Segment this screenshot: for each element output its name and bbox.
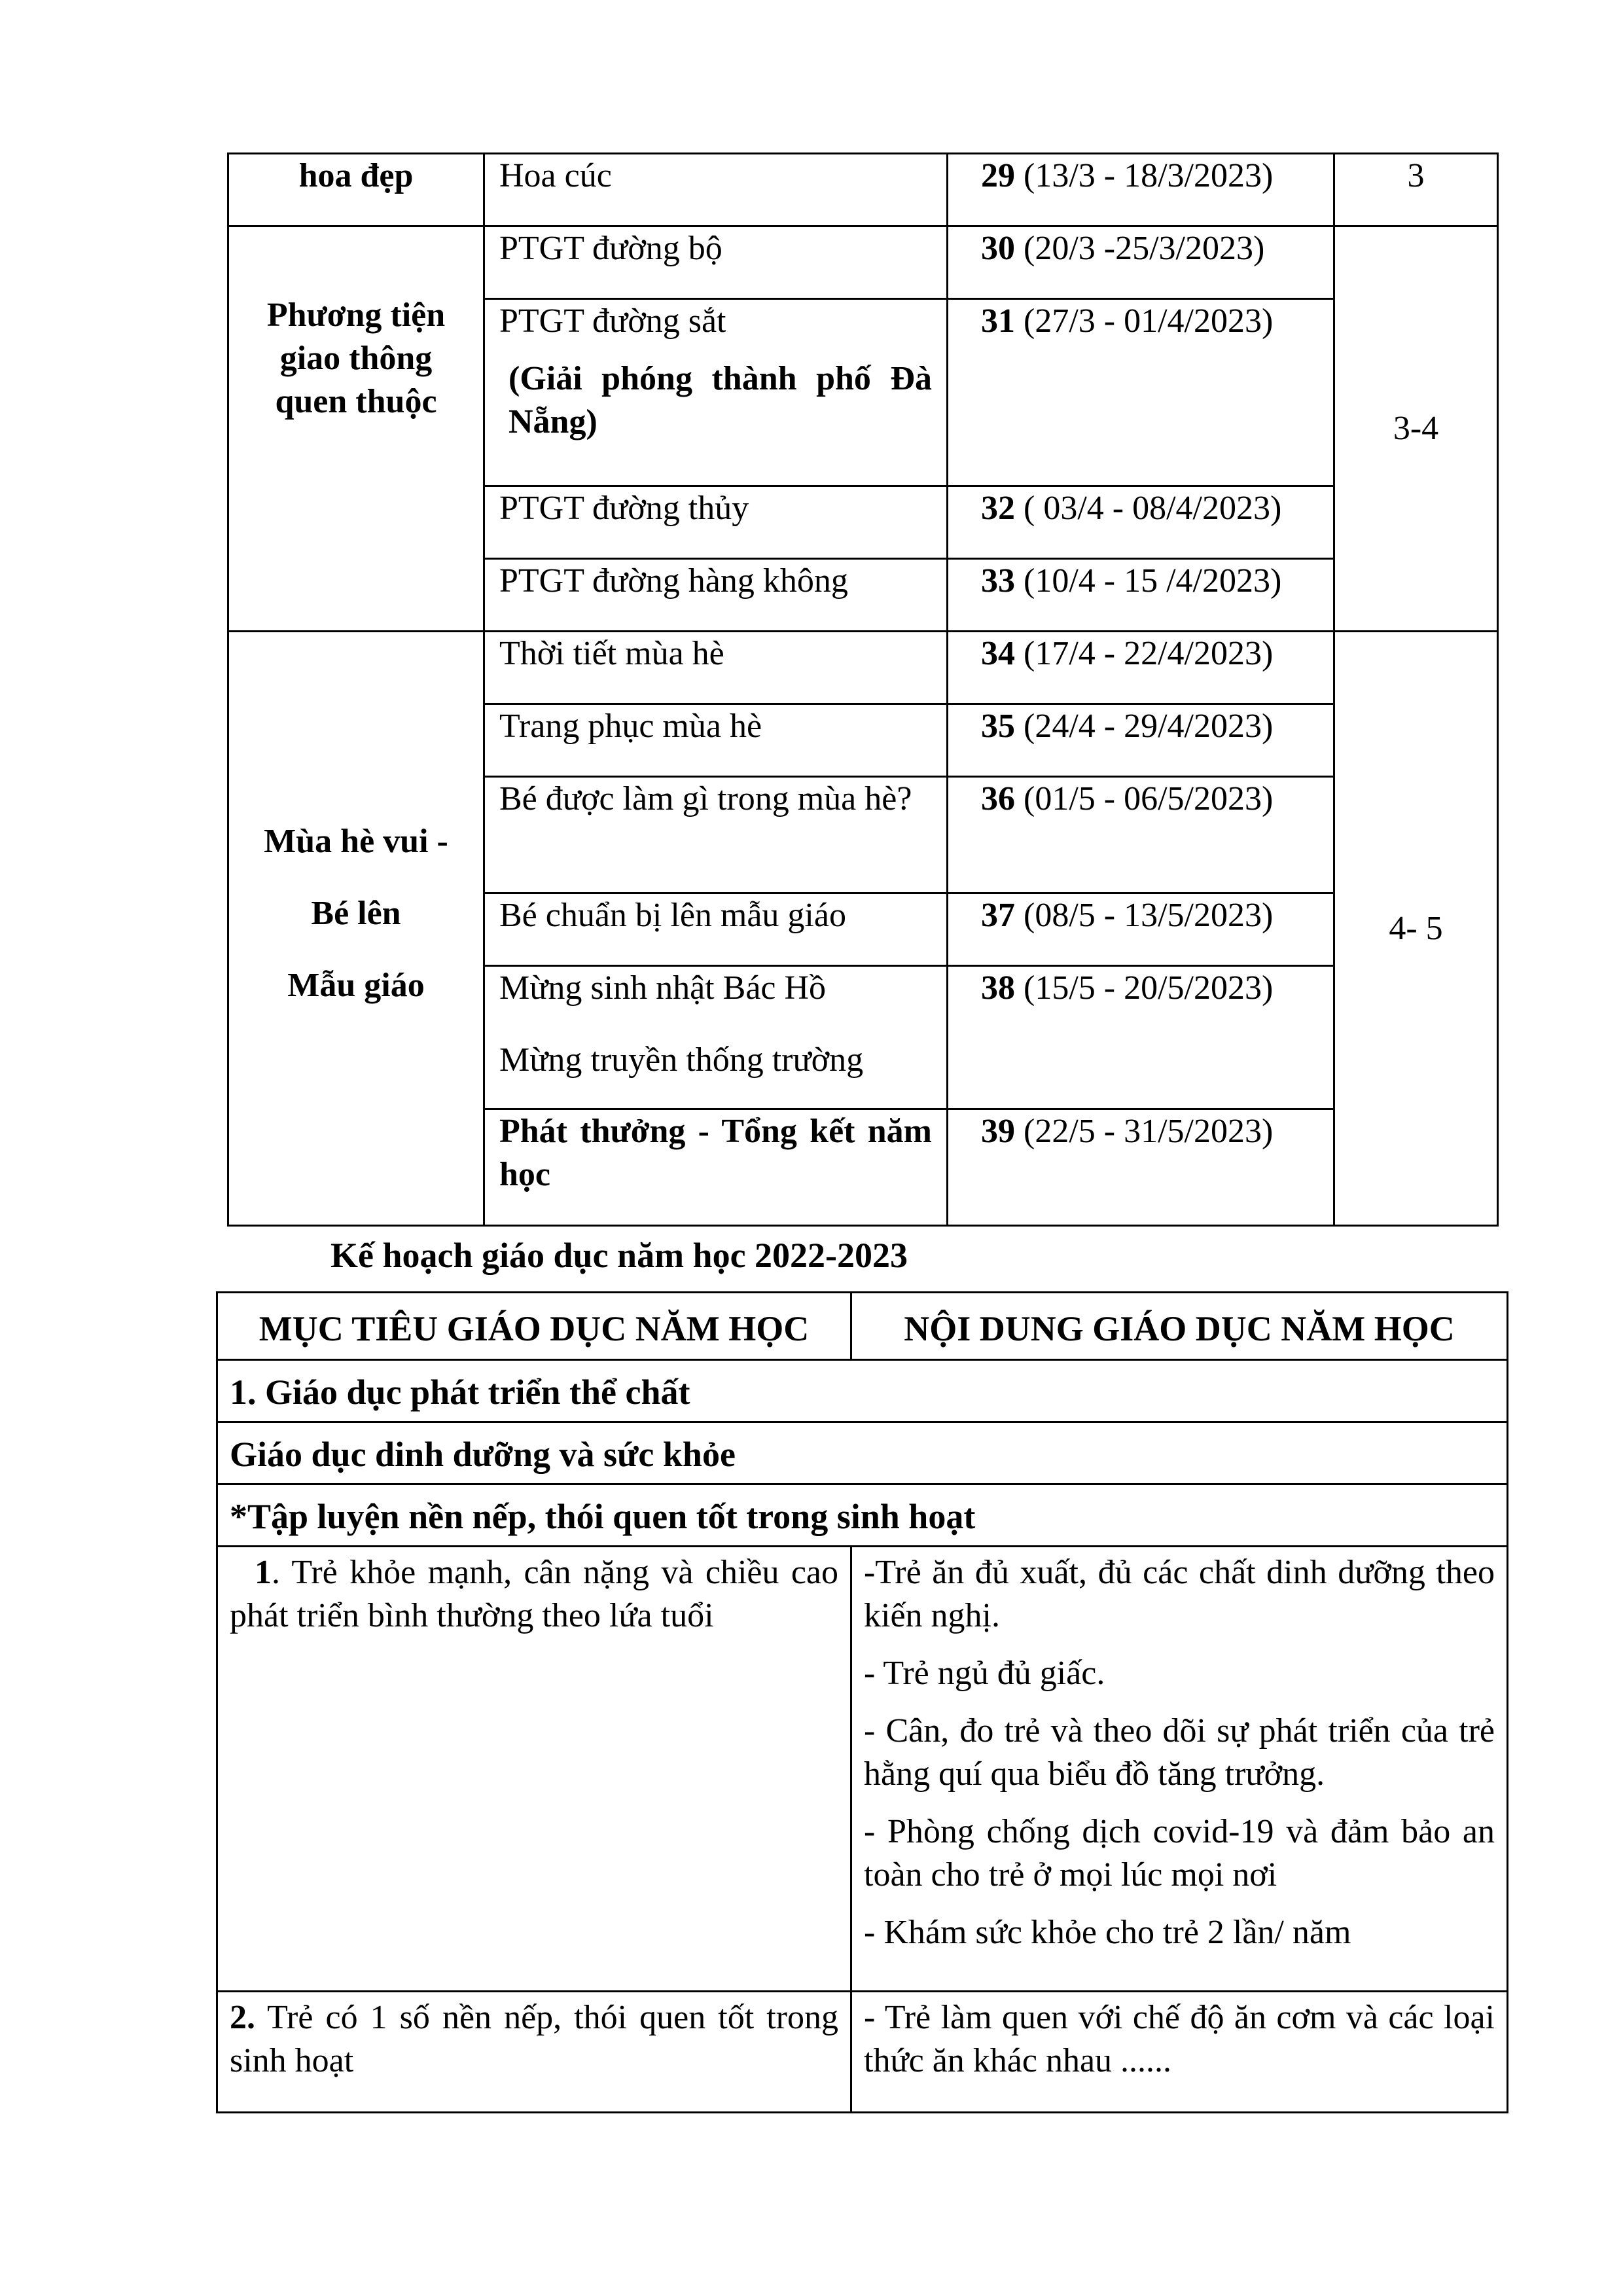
goal-cell [217,1992,851,2113]
subtopic-label: Bé được làm gì trong mùa hè? [499,780,912,817]
content-item: - Phòng chống dịch covid-19 và đảm bảo an toàn cho trẻ ở mọi lúc mọi nơi [864,1813,1495,1893]
month-label: 4- 5 [1389,909,1443,947]
section-heading: Giáo dục dinh dưỡng và sức khỏe [217,1422,1508,1484]
week-number: 30 [981,230,1015,267]
week-number: 31 [981,302,1015,340]
month-cell [1334,632,1498,1226]
content-header: NỘI DUNG GIÁO DỤC NĂM HỌC [851,1293,1508,1360]
week-cell [948,486,1334,559]
week-cell [948,632,1334,704]
subtopic-label: Thời tiết mùa hè [499,635,724,672]
week-number: 32 [981,490,1015,527]
subtopic-label: PTGT đường hàng không [499,562,848,600]
topic-cell [228,226,484,632]
week-range: (27/3 - 01/4/2023) [1015,302,1274,340]
content-cell [851,1547,1508,1992]
topic-line: Bé lên [311,895,401,932]
week-number: 33 [981,562,1015,600]
week-number: 36 [981,780,1015,817]
week-number: 39 [981,1113,1015,1150]
table-row [228,154,1498,226]
section-row [217,1360,1508,1422]
subtopic-label: PTGT đường sắt [499,302,726,340]
week-number: 34 [981,635,1015,672]
week-cell [948,893,1334,966]
goal-text: . Trẻ khỏe mạnh, cân nặng và chiều cao phát triển bình thường theo lứa tuổi [230,1554,838,1634]
goal-text: Trẻ có 1 số nền nếp, thói quen tốt trong sinh hoạt [230,1999,838,2079]
topic-label: hoa đẹp [298,157,414,194]
section-heading: 1. Giáo dục phát triển thể chất [217,1360,1508,1422]
subtopic-label: Mừng truyền thống trường [499,1041,864,1079]
subtopic-cell [484,154,948,226]
week-range: (13/3 - 18/3/2023) [1015,157,1274,194]
section-row [217,1422,1508,1484]
month-cell [1334,226,1498,632]
week-range: (15/5 - 20/5/2023) [1015,969,1274,1007]
topic-label: Phương tiện giao thông quen thuộc [266,296,446,420]
content-item: - Cân, đo trẻ và theo dõi sự phát triển của trẻ hằng quí qua biểu đồ tăng trưởng. [864,1712,1495,1793]
week-range: (08/5 - 13/5/2023) [1015,897,1274,934]
week-number: 37 [981,897,1015,934]
table-row [228,226,1498,299]
plan-caption: Kế hoạch giáo dục năm học 2022-2023 [330,1236,908,1275]
subtopic-label: PTGT đường bộ [499,230,722,267]
subtopic-note: (Giải phóng thành phố Đà Nẵng) [508,360,932,440]
subtopic-label: Bé chuẩn bị lên mẫu giáo [499,897,846,934]
week-cell [948,559,1334,632]
goals-header: MỤC TIÊU GIÁO DỤC NĂM HỌC [217,1293,851,1360]
month-cell [1334,154,1498,226]
subtopic-cell [484,966,948,1109]
week-cell [948,966,1334,1109]
content-item: - Trẻ ngủ đủ giấc. [864,1655,1105,1692]
subtopic-cell [484,893,948,966]
subtopic-cell [484,1109,948,1226]
table-row [228,632,1498,704]
content-item: - Trẻ làm quen với chế độ ăn cơm và các loại thức ăn khác nhau ...... [864,1999,1495,2079]
goal-number: 2. [230,1999,255,2036]
goal-number: 1 [255,1554,272,1591]
subtopic-label: PTGT đường thủy [499,490,749,527]
week-range: (17/4 - 22/4/2023) [1015,635,1274,672]
week-range: (22/5 - 31/5/2023) [1015,1113,1274,1150]
subtopic-label: Hoa cúc [499,157,612,194]
content-item: - Khám sức khỏe cho trẻ 2 lần/ năm [864,1914,1351,1951]
subtopic-cell [484,632,948,704]
week-cell [948,704,1334,777]
week-number: 35 [981,708,1015,745]
subtopic-label: Mừng sinh nhật Bác Hồ [499,969,827,1007]
topic-line: Mùa hè vui - [264,823,448,860]
week-cell [948,299,1334,486]
schedule-table [227,152,1499,1227]
table-row [217,1547,1508,1992]
subtopic-cell [484,777,948,893]
week-cell [948,226,1334,299]
education-plan-table [216,1291,1508,2113]
week-cell [948,154,1334,226]
subtopic-cell [484,559,948,632]
week-range: (10/4 - 15 /4/2023) [1015,562,1282,600]
month-label: 3-4 [1393,410,1439,447]
section-row [217,1484,1508,1547]
topic-cell [228,632,484,1226]
header-row [217,1293,1508,1360]
week-number: 29 [981,157,1015,194]
week-range: (20/3 -25/3/2023) [1015,230,1265,267]
subtopic-cell [484,299,948,486]
table-row [217,1992,1508,2113]
week-range: (01/5 - 06/5/2023) [1015,780,1274,817]
content-item: -Trẻ ăn đủ xuất, đủ các chất dinh dưỡng theo kiến nghị. [864,1554,1495,1634]
subtopic-cell [484,226,948,299]
subtopic-cell [484,486,948,559]
content-cell [851,1992,1508,2113]
goal-cell [217,1547,851,1992]
topic-line: Mẫu giáo [287,967,425,1004]
subtopic-label: Phát thưởng - Tổng kết năm học [499,1113,932,1193]
week-cell [948,777,1334,893]
month-label: 3 [1407,157,1425,194]
week-range: (24/4 - 29/4/2023) [1015,708,1274,745]
topic-cell [228,154,484,226]
subtopic-cell [484,704,948,777]
subtopic-label: Trang phục mùa hè [499,708,762,745]
week-cell [948,1109,1334,1226]
section-heading: *Tập luyện nền nếp, thói quen tốt trong sinh hoạt [217,1484,1508,1547]
week-range: ( 03/4 - 08/4/2023) [1015,490,1282,527]
week-number: 38 [981,969,1015,1007]
